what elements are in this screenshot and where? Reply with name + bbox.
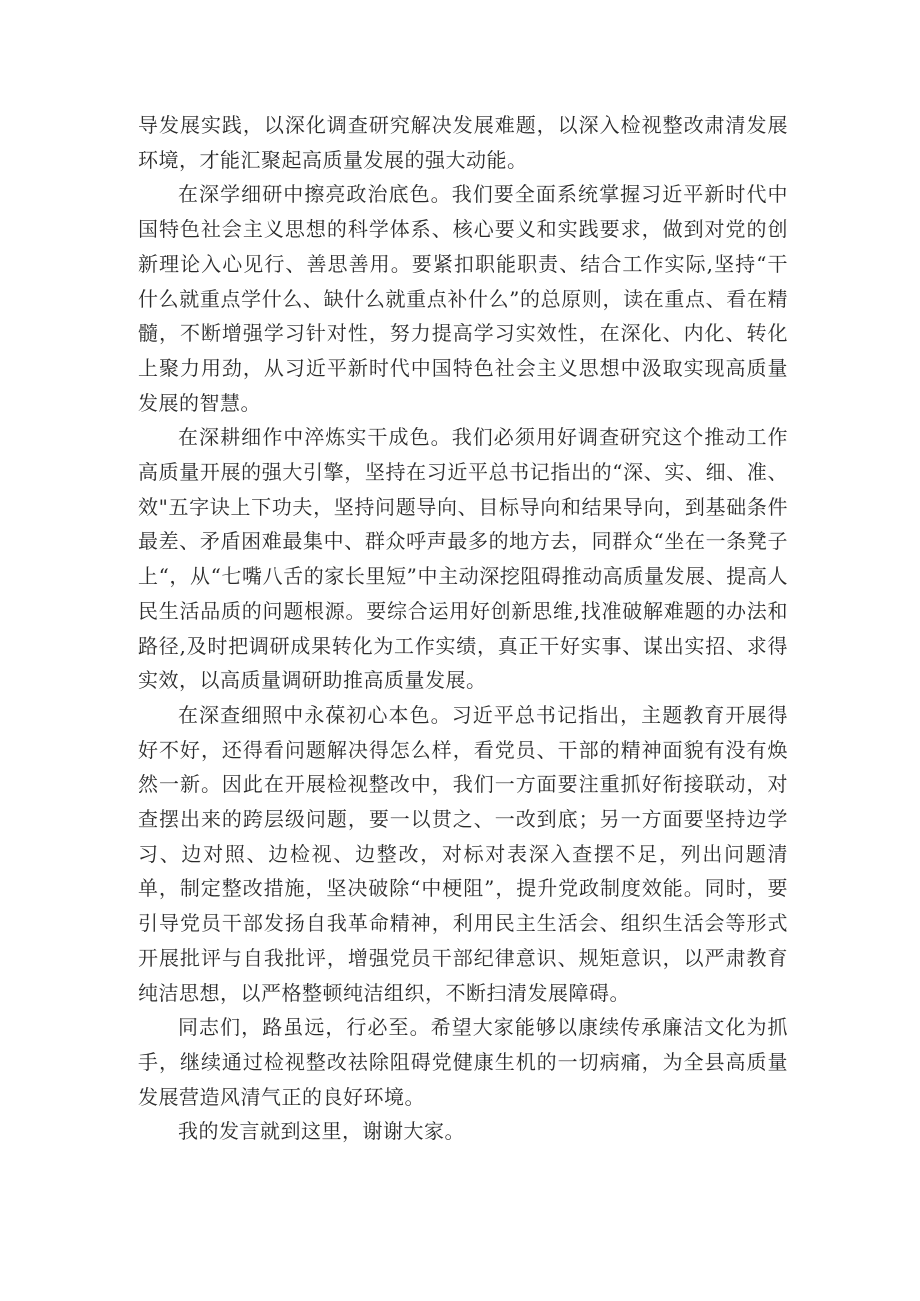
document-body xyxy=(138,108,788,1149)
paragraph-investigation-research: 在深耕细作中淬炼实干成色。我们必须用好调查研究这个推动工作高质量开展的强大引擎，坚持在习近平总书记指出的“深、实、细、准、效"五字诀上下功夫，坚持问题导向、目标导向和结果导向，到基础条件最差、矛盾困难最集中、群众呼声最多的地方去，同群众“坐在一条凳子上“，从“七嘴八舌的家长里短”中主动深挖阻碍推动高质量发展、提高人民生活品质的问题根源。要综合运用好创新思维,找准破解难题的办法和路径,及时把调研成果转化为工作实绩，真正干好实事、谋出实招、求得实效，以高质量调研助推高质量发展。 xyxy=(138,425,788,693)
paragraph-political-study: 在深学细研中擦亮政治底色。我们要全面系统掌握习近平新时代中国特色社会主义思想的科学体系、核心要义和实践要求，做到对党的创新理论入心见行、善思善用。要紧扣职能职责、结合工作实际,坚持“干什么就重点学什么、缺什么就重点补什么”的总原则，读在重点、看在精髓，不断增强学习针对性，努力提高学习实效性，在深化、内化、转化上聚力用劲，从习近平新时代中国特色社会主义思想中汲取实现高质量发展的智慧。 xyxy=(138,182,788,415)
paragraph-continuation: 导发展实践，以深化调查研究解决发展难题，以深入检视整改肃清发展环境，才能汇聚起高质量发展的强大动能。 xyxy=(138,113,788,172)
paragraph-closing-appeal: 同志们，路虽远，行必至。希望大家能够以康续传承廉洁文化为抓手，继续通过检视整改祛除阻碍党健康生机的一切病痛，为全县高质量发展营造风清气正的良好环境。 xyxy=(138,1015,788,1109)
paragraph-inspection-rectification: 在深查细照中永葆初心本色。习近平总书记指出，主题教育开展得好不好，还得看问题解决得怎么样，看党员、干部的精神面貌有没有焕然一新。因此在开展检视整改中，我们一方面要注重抓好衔接联动，对查摆出来的跨层级问题，要一以贯之、一改到底；另一方面要坚持边学习、边对照、边检视、边整改，对标对表深入查摆不足，列出问题清单，制定整改措施，坚决破除“中梗阻”，提升党政制度效能。同时，要引导党员干部发扬自我革命精神，利用民主生活会、组织生活会等形式开展批评与自我批评，增强党员干部纪律意识、规矩意识，以严肃教育纯洁思想，以严格整顿纯洁组织，不断扫清发展障碍。 xyxy=(138,702,788,1005)
paragraph-closing-thanks: 我的发言就到这里，谢谢大家。 xyxy=(178,1119,465,1144)
